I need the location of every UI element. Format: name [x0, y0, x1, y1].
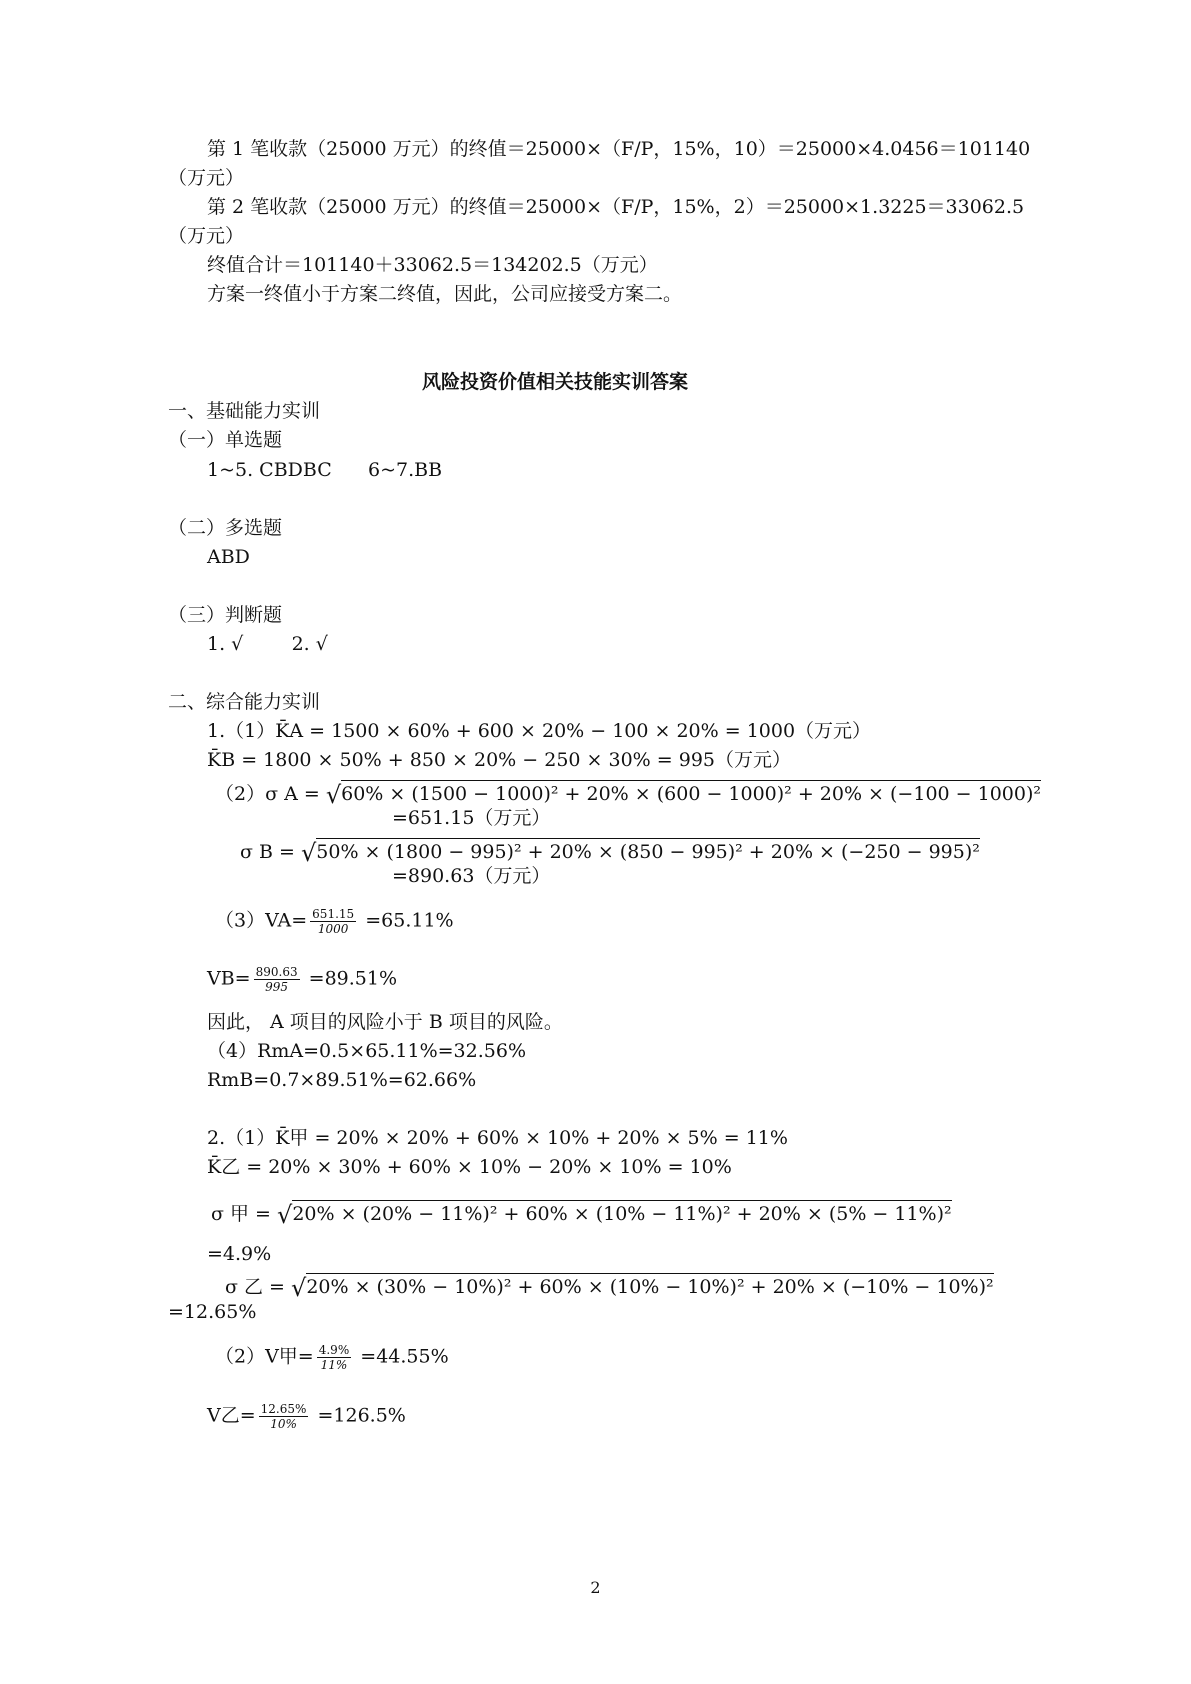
q1-sigma-B [240, 838, 980, 865]
q1-expected-A: 1.（1）K̄A = 1500 × 60% + 600 × 20% − 100 × 20% = 1000（万元） [207, 720, 872, 742]
q2-cv-yi-result: =126.5% [317, 1404, 406, 1427]
q2-cv-jia-result: =44.55% [360, 1345, 449, 1368]
q2-sigma-jia-expression: 20% × (20% − 11%)² + 60% × (10% − 11%)² + 20% × (5% − 11%)² [292, 1200, 951, 1226]
q2-sigma-yi [225, 1273, 994, 1300]
sqrt-icon: √ [277, 1201, 293, 1229]
q1-sigma-A [215, 780, 1041, 807]
single-choice-answers: 1~5. CBDBC 6~7.BB [207, 459, 443, 481]
q2-sigma-jia-label: σ 甲 = [211, 1203, 271, 1225]
q1-risk-return-B: RmB=0.7×89.51%=62.66% [207, 1069, 477, 1091]
basic-heading: 一、基础能力实训 [168, 400, 321, 422]
q1-sigma-B-label: σ B = [240, 841, 295, 863]
q2-expected-jia: 2.（1）K̄甲 = 20% × 20% + 60% × 10% + 20% × 5% = 11% [207, 1127, 788, 1149]
multi-choice-answers: ABD [207, 546, 250, 568]
q2-cv-jia-denominator: 11% [320, 1358, 348, 1372]
q1-cv-A-denominator: 1000 [317, 922, 349, 936]
top-line-1: 第 1 笔收款（25000 万元）的终值＝25000×（F/P，15%，10）＝25000×4.0456＝101140 [207, 138, 1031, 160]
judgement-answers: 1. √ 2. √ [207, 633, 328, 655]
q1-cv-B-fraction [254, 965, 300, 994]
q2-sigma-yi-label: σ 乙 = [225, 1276, 285, 1298]
section-title: 风险投资价值相关技能实训答案 [421, 371, 688, 393]
top-line-3: 终值合计＝101140＋33062.5＝134202.5（万元） [207, 254, 658, 276]
top-line-1b: （万元） [168, 167, 245, 189]
sqrt-icon: √ [300, 839, 317, 867]
sqrt-icon: √ [325, 781, 342, 809]
top-line-2b: （万元） [168, 225, 245, 247]
q2-cv-yi-numerator: 12.65% [260, 1402, 307, 1416]
judgement-heading: （三）判断题 [168, 604, 283, 626]
q1-conclusion: 因此， A 项目的风险小于 B 项目的风险。 [207, 1011, 563, 1033]
q1-expected-B: K̄B = 1800 × 50% + 850 × 20% − 250 × 30% = 995（万元） [207, 749, 791, 771]
page-number: 2 [590, 1578, 601, 1597]
q2-cv-jia-fraction [317, 1343, 352, 1372]
q1-cv-A-fraction [310, 907, 356, 936]
q2-cv-yi-label: V乙= [207, 1404, 256, 1427]
q1-sigma-B-expression: 50% × (1800 − 995)² + 20% × (850 − 995)² + 20% × (−250 − 995)² [316, 838, 980, 864]
multi-choice-heading: （二）多选题 [168, 517, 283, 539]
q2-cv-yi-denominator: 10% [270, 1417, 297, 1431]
q1-cv-A-numerator: 651.15 [312, 907, 355, 921]
comprehensive-heading: 二、综合能力实训 [168, 691, 321, 713]
q1-cv-A-result: =65.11% [365, 909, 454, 932]
q2-cv-yi-fraction [259, 1402, 309, 1431]
q1-cv-B-denominator: 995 [265, 980, 289, 994]
q2-sigma-jia [211, 1200, 952, 1227]
q2-cv-jia-numerator: 4.9% [318, 1343, 350, 1357]
q1-cv-B [207, 965, 397, 994]
q1-cv-A [215, 907, 454, 936]
q1-sigma-B-result: =890.63（万元） [392, 865, 551, 887]
q1-sigma-A-result: =651.15（万元） [392, 807, 551, 829]
q1-risk-return-A: （4）RmA=0.5×65.11%=32.56% [207, 1040, 527, 1062]
q1-cv-B-numerator: 890.63 [255, 965, 298, 979]
q2-cv-jia [215, 1343, 449, 1372]
top-line-2: 第 2 笔收款（25000 万元）的终值＝25000×（F/P，15%，2）＝25000×1.3225＝33062.5 [207, 196, 1025, 218]
q2-sigma-jia-result: =4.9% [207, 1243, 272, 1265]
q1-sigma-A-label: （2）σ A = [215, 783, 320, 805]
q2-expected-yi: K̄乙 = 20% × 30% + 60% × 10% − 20% × 10% = 10% [207, 1156, 732, 1178]
q1-cv-B-label: VB= [207, 967, 251, 990]
q2-sigma-yi-expression: 20% × (30% − 10%)² + 60% × (10% − 10%)² + 20% × (−10% − 10%)² [306, 1273, 993, 1299]
q2-cv-yi [207, 1402, 406, 1431]
single-choice-heading: （一）单选题 [168, 429, 283, 451]
q2-sigma-yi-result: =12.65% [168, 1301, 257, 1323]
sqrt-icon: √ [291, 1274, 307, 1302]
q1-cv-B-result: =89.51% [308, 967, 398, 990]
q2-cv-jia-label: （2）V甲= [215, 1345, 314, 1368]
top-line-4: 方案一终值小于方案二终值，因此，公司应接受方案二。 [207, 283, 683, 305]
q1-cv-A-label: （3）VA= [215, 909, 308, 932]
q1-sigma-A-expression: 60% × (1500 − 1000)² + 20% × (600 − 1000)² + 20% × (−100 − 1000)² [341, 780, 1041, 806]
